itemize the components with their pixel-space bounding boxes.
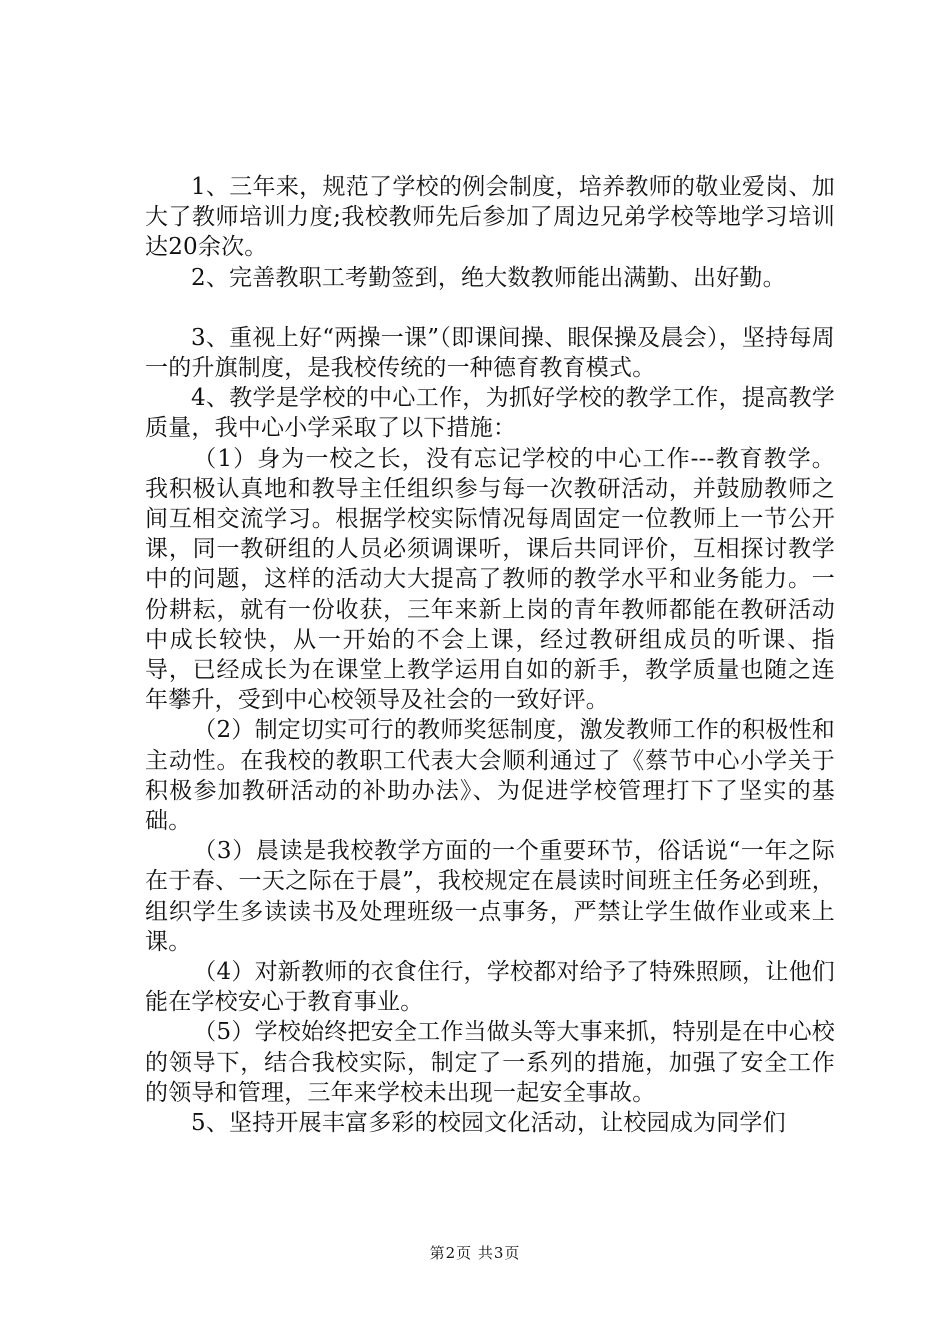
paragraph-subitem-3: （3）晨读是我校教学方面的一个重要环节，俗话说“一年之际在于春、一天之际在于晨”，我校规定在晨读时间班主任务必到班，组织学生多读读书及处理班级一点事务，严禁让学生做作业或来上课。	[145, 838, 835, 955]
paragraph-item-1: 1、三年来，规范了学校的例会制度，培养教师的敬业爱岗、加大了教师培训力度;我校教师先后参加了周边兄弟学校等地学习培训达20余次。	[145, 174, 835, 261]
paragraph-item-4: 4、教学是学校的中心工作，为抓好学校的教学工作，提高教学质量，我中心小学采取了以下措施：	[145, 385, 835, 442]
paragraph-item-3: 3、重视上好“两操一课”（即课间操、眼保操及晨会），坚持每周一的升旗制度，是我校传统的一种德育教育模式。	[145, 324, 835, 382]
paragraph-subitem-1: （1）身为一校之长，没有忘记学校的中心工作---教育教学。我积极认真地和教导主任组织参与每一次教研活动，并鼓励教师之间互相交流学习。根据学校实际情况每周固定一位教师上一节公开课，同一教研组的人员必须调课听，课后共同评价，互相探讨教学中的问题，这样的活动大大提高了教师的教学水平和业务能力。一份耕耘，就有一份收获，三年来新上岗的青年教师都能在教研活动中成长较快，从一开始的不会上课，经过教研组成员的听课、指导，已经成长为在课堂上教学运用自如的新手，教学质量也随之连年攀升，受到中心校领导及社会的一致好评。	[145, 445, 835, 714]
paragraph-gap	[145, 293, 835, 323]
paragraph-subitem-5: （5）学校始终把安全工作当做头等大事来抓，特别是在中心校的领导下，结合我校实际，制定了一系列的措施，加强了安全工作的领导和管理，三年来学校未出现一起安全事故。	[145, 1019, 835, 1106]
page-footer: 第2页 共3页	[429, 1244, 521, 1262]
paragraph-subitem-2: （2）制定切实可行的教师奖惩制度，激发教师工作的积极性和主动性。在我校的教职工代表大会顺利通过了《蔡节中心小学关于积极参加教研活动的补助办法》、为促进学校管理打下了坚实的基础。	[145, 717, 835, 835]
document-body	[145, 172, 835, 1138]
paragraph-item-5: 5、坚持开展丰富多彩的校园文化活动，让校园成为同学们	[191, 1110, 786, 1137]
paragraph-subitem-4: （4）对新教师的衣食住行，学校都对给予了特殊照顾，让他们能在学校安心于教育事业。	[145, 959, 835, 1016]
paragraph-item-2: 2、完善教职工考勤签到，绝大数教师能出满勤、出好勤。	[191, 264, 786, 291]
